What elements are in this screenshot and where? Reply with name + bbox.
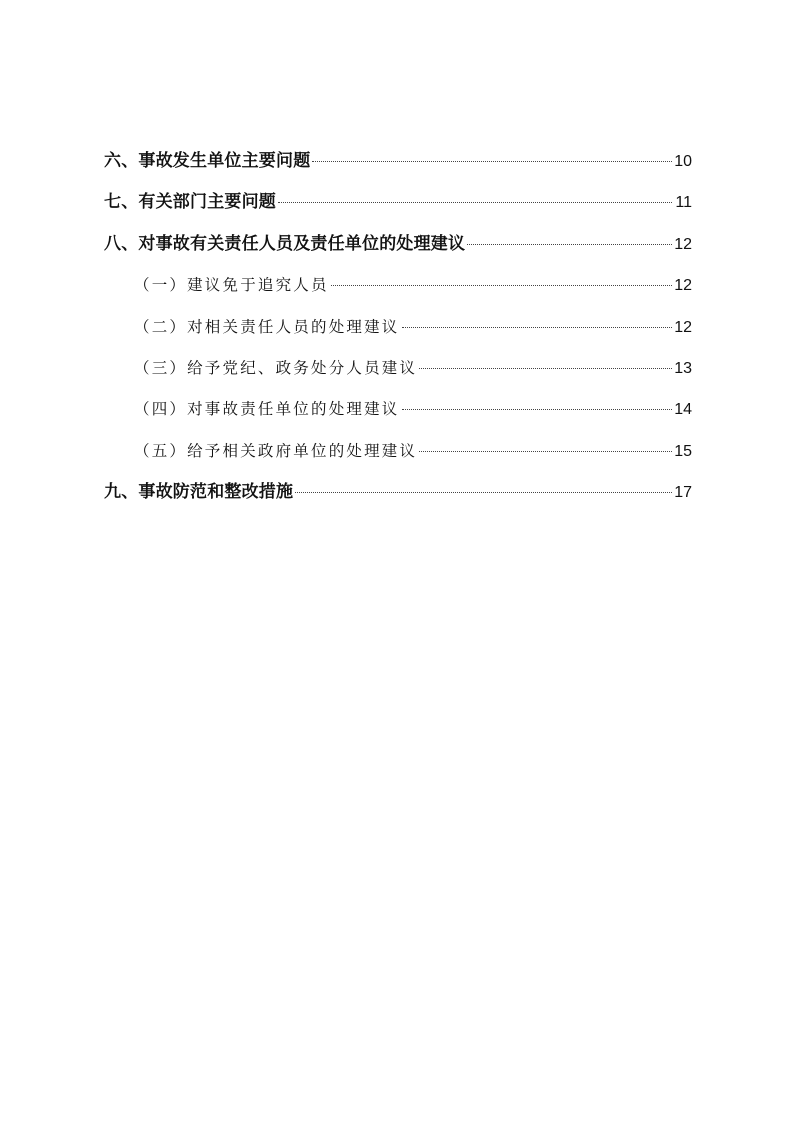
toc-page-number: 10	[674, 153, 692, 170]
toc-entry-subsection-8-1[interactable]	[104, 269, 692, 310]
toc-entry-title: 七、有关部门主要问题	[104, 192, 276, 213]
toc-entry-subsection-8-4[interactable]	[104, 393, 692, 434]
toc-entry-subsection-8-2[interactable]	[104, 311, 692, 352]
toc-dot-leader	[331, 285, 672, 286]
toc-dot-leader	[278, 202, 672, 203]
toc-entry-title: （四）对事故责任单位的处理建议	[134, 400, 400, 419]
toc-entry-subsection-8-5[interactable]	[104, 435, 692, 476]
toc-entry-title: （一）建议免于追究人员	[134, 276, 329, 295]
toc-entry-section-9[interactable]	[104, 476, 692, 517]
toc-dot-leader	[419, 368, 672, 369]
toc-page-number: 17	[674, 484, 692, 502]
toc-entry-title: 八、对事故有关责任人员及责任单位的处理建议	[104, 233, 466, 254]
toc-entry-title: 九、事故防范和整改措施	[104, 482, 294, 503]
toc-dot-leader	[402, 327, 672, 328]
toc-page-number: 11	[675, 194, 692, 212]
toc-page-number: 14	[674, 401, 692, 419]
toc-dot-leader	[467, 244, 672, 245]
toc-entry-title: （二）对相关责任人员的处理建议	[134, 317, 400, 336]
toc-entry-title: （三）给予党纪、政务处分人员建议	[134, 358, 418, 377]
toc-dot-leader	[419, 451, 672, 452]
toc-entry-section-6[interactable]	[104, 145, 692, 186]
toc-page-number: 12	[674, 318, 692, 336]
toc-page-number: 13	[674, 359, 692, 377]
toc-dot-leader	[295, 492, 672, 493]
toc-page-number: 12	[674, 277, 692, 295]
toc-entry-section-8[interactable]	[104, 228, 692, 269]
toc-dot-leader	[312, 161, 672, 162]
toc-entry-subsection-8-3[interactable]	[104, 352, 692, 393]
table-of-contents	[104, 145, 692, 518]
toc-page-number: 15	[674, 442, 692, 460]
toc-entry-title: 六、事故发生单位主要问题	[104, 151, 311, 171]
toc-dot-leader	[402, 409, 672, 410]
toc-entry-section-7[interactable]	[104, 186, 692, 227]
toc-page-number: 12	[674, 235, 692, 253]
toc-entry-title: （五）给予相关政府单位的处理建议	[134, 441, 418, 460]
